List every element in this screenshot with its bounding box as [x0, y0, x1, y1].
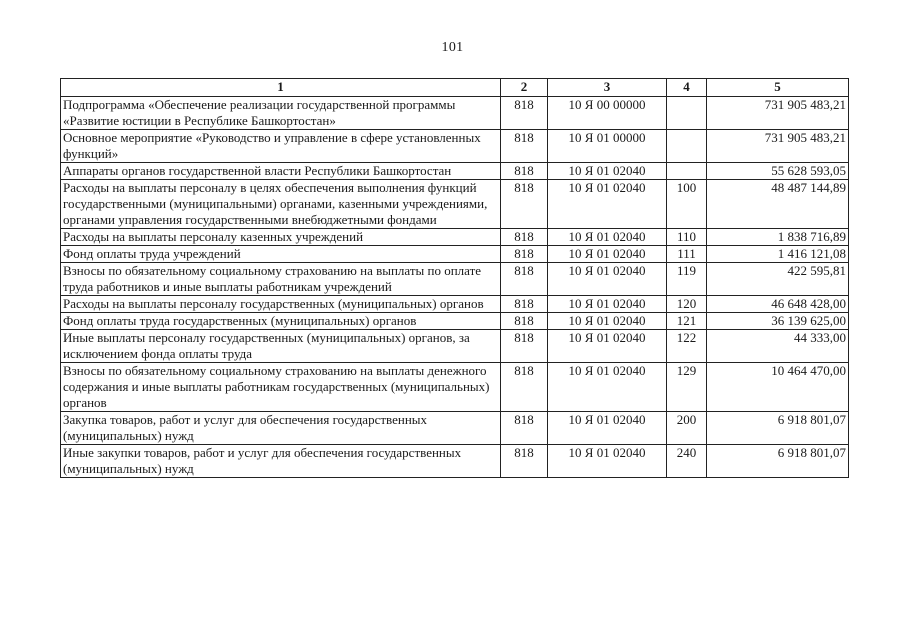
ministry-code: 818 — [501, 363, 548, 412]
expense-type-code — [667, 163, 707, 180]
ministry-code: 818 — [501, 296, 548, 313]
table-row — [61, 263, 849, 296]
table-row — [61, 130, 849, 163]
table-row — [61, 180, 849, 229]
expense-name: Основное мероприятие «Руководство и управление в сфере установленных функций» — [61, 130, 501, 163]
expense-type-code: 110 — [667, 229, 707, 246]
target-article-code: 10 Я 01 00000 — [548, 130, 667, 163]
amount: 48 487 144,89 — [707, 180, 849, 229]
expense-type-code: 111 — [667, 246, 707, 263]
expense-name: Взносы по обязательному социальному страхованию на выплаты денежного содержания и иные выплаты работникам государственных (муниципальных) органов — [61, 363, 501, 412]
table-row — [61, 97, 849, 130]
expense-type-code: 100 — [667, 180, 707, 229]
table-row — [61, 246, 849, 263]
table-row — [61, 313, 849, 330]
header-col-2: 2 — [501, 79, 548, 97]
expense-name: Расходы на выплаты персоналу казенных учреждений — [61, 229, 501, 246]
expense-name: Закупка товаров, работ и услуг для обеспечения государственных (муниципальных) нужд — [61, 412, 501, 445]
table-row — [61, 445, 849, 478]
target-article-code: 10 Я 01 02040 — [548, 246, 667, 263]
target-article-code: 10 Я 01 02040 — [548, 263, 667, 296]
target-article-code: 10 Я 01 02040 — [548, 296, 667, 313]
expense-name: Иные закупки товаров, работ и услуг для обеспечения государственных (муниципальных) нужд — [61, 445, 501, 478]
amount: 731 905 483,21 — [707, 130, 849, 163]
expense-name: Иные выплаты персоналу государственных (муниципальных) органов, за исключением фонда оплаты труда — [61, 330, 501, 363]
ministry-code: 818 — [501, 246, 548, 263]
header-col-1: 1 — [61, 79, 501, 97]
table-row — [61, 412, 849, 445]
header-col-3: 3 — [548, 79, 667, 97]
expense-type-code: 129 — [667, 363, 707, 412]
expense-type-code — [667, 130, 707, 163]
budget-table — [60, 78, 849, 478]
header-col-5: 5 — [707, 79, 849, 97]
table-row — [61, 229, 849, 246]
expense-type-code: 200 — [667, 412, 707, 445]
expense-name: Фонд оплаты труда государственных (муниципальных) органов — [61, 313, 501, 330]
ministry-code: 818 — [501, 130, 548, 163]
header-col-4: 4 — [667, 79, 707, 97]
ministry-code: 818 — [501, 163, 548, 180]
expense-name: Взносы по обязательному социальному страхованию на выплаты по оплате труда работников и иные выплаты работникам учреждений — [61, 263, 501, 296]
expense-name: Аппараты органов государственной власти Республики Башкортостан — [61, 163, 501, 180]
target-article-code: 10 Я 01 02040 — [548, 412, 667, 445]
expense-name: Расходы на выплаты персоналу в целях обеспечения выполнения функций государственными (муниципальными) органами, казенными учреждениями, органами управления государственными внебюджетными фондами — [61, 180, 501, 229]
amount: 44 333,00 — [707, 330, 849, 363]
target-article-code: 10 Я 01 02040 — [548, 180, 667, 229]
expense-type-code: 121 — [667, 313, 707, 330]
table-row — [61, 296, 849, 313]
amount: 731 905 483,21 — [707, 97, 849, 130]
expense-type-code: 240 — [667, 445, 707, 478]
ministry-code: 818 — [501, 445, 548, 478]
expense-name: Фонд оплаты труда учреждений — [61, 246, 501, 263]
target-article-code: 10 Я 01 02040 — [548, 313, 667, 330]
target-article-code: 10 Я 01 02040 — [548, 445, 667, 478]
target-article-code: 10 Я 01 02040 — [548, 330, 667, 363]
amount: 1 838 716,89 — [707, 229, 849, 246]
ministry-code: 818 — [501, 97, 548, 130]
amount: 10 464 470,00 — [707, 363, 849, 412]
amount: 36 139 625,00 — [707, 313, 849, 330]
header-row — [61, 79, 849, 97]
ministry-code: 818 — [501, 263, 548, 296]
amount: 6 918 801,07 — [707, 412, 849, 445]
expense-type-code: 122 — [667, 330, 707, 363]
target-article-code: 10 Я 01 02040 — [548, 229, 667, 246]
expense-type-code — [667, 97, 707, 130]
expense-name: Подпрограмма «Обеспечение реализации государственной программы «Развитие юстиции в Республике Башкортостан» — [61, 97, 501, 130]
target-article-code: 10 Я 01 02040 — [548, 363, 667, 412]
ministry-code: 818 — [501, 412, 548, 445]
ministry-code: 818 — [501, 313, 548, 330]
table-row — [61, 363, 849, 412]
ministry-code: 818 — [501, 180, 548, 229]
amount: 46 648 428,00 — [707, 296, 849, 313]
ministry-code: 818 — [501, 229, 548, 246]
table-row — [61, 163, 849, 180]
amount: 55 628 593,05 — [707, 163, 849, 180]
ministry-code: 818 — [501, 330, 548, 363]
page-number: 101 — [441, 40, 464, 55]
amount: 422 595,81 — [707, 263, 849, 296]
target-article-code: 10 Я 01 02040 — [548, 163, 667, 180]
expense-type-code: 120 — [667, 296, 707, 313]
amount: 1 416 121,08 — [707, 246, 849, 263]
table-row — [61, 330, 849, 363]
expense-name: Расходы на выплаты персоналу государственных (муниципальных) органов — [61, 296, 501, 313]
target-article-code: 10 Я 00 00000 — [548, 97, 667, 130]
expense-type-code: 119 — [667, 263, 707, 296]
amount: 6 918 801,07 — [707, 445, 849, 478]
